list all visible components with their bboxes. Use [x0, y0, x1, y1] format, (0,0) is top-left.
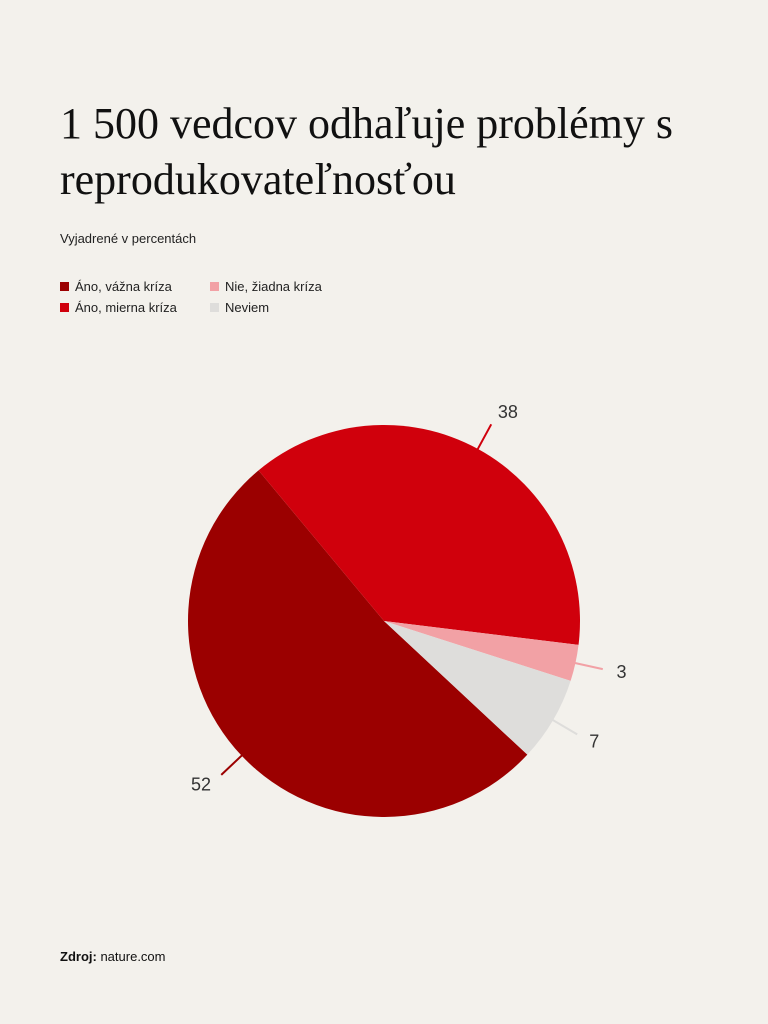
legend-label: Áno, vážna kríza — [75, 279, 172, 294]
chart-title: 1 500 vedcov odhaľuje problémy s reprodukovateľnosťou — [60, 99, 673, 204]
source-note — [60, 949, 166, 964]
leader-line — [476, 424, 491, 452]
leader-line — [572, 662, 603, 669]
data-label: 7 — [589, 731, 600, 752]
legend-label: Neviem — [225, 300, 270, 315]
chart-subtitle: Vyjadrené v percentách — [60, 231, 197, 246]
data-label: 3 — [616, 662, 627, 683]
data-label: 38 — [497, 402, 518, 423]
legend-label: Nie, žiadna kríza — [225, 279, 322, 294]
source-label: Zdroj: — [60, 949, 97, 964]
data-label: 52 — [191, 774, 212, 795]
leader-line — [221, 753, 244, 775]
source-value: nature.com — [100, 949, 166, 964]
leader-line — [550, 718, 578, 734]
legend-label: Áno, mierna kríza — [75, 300, 177, 315]
